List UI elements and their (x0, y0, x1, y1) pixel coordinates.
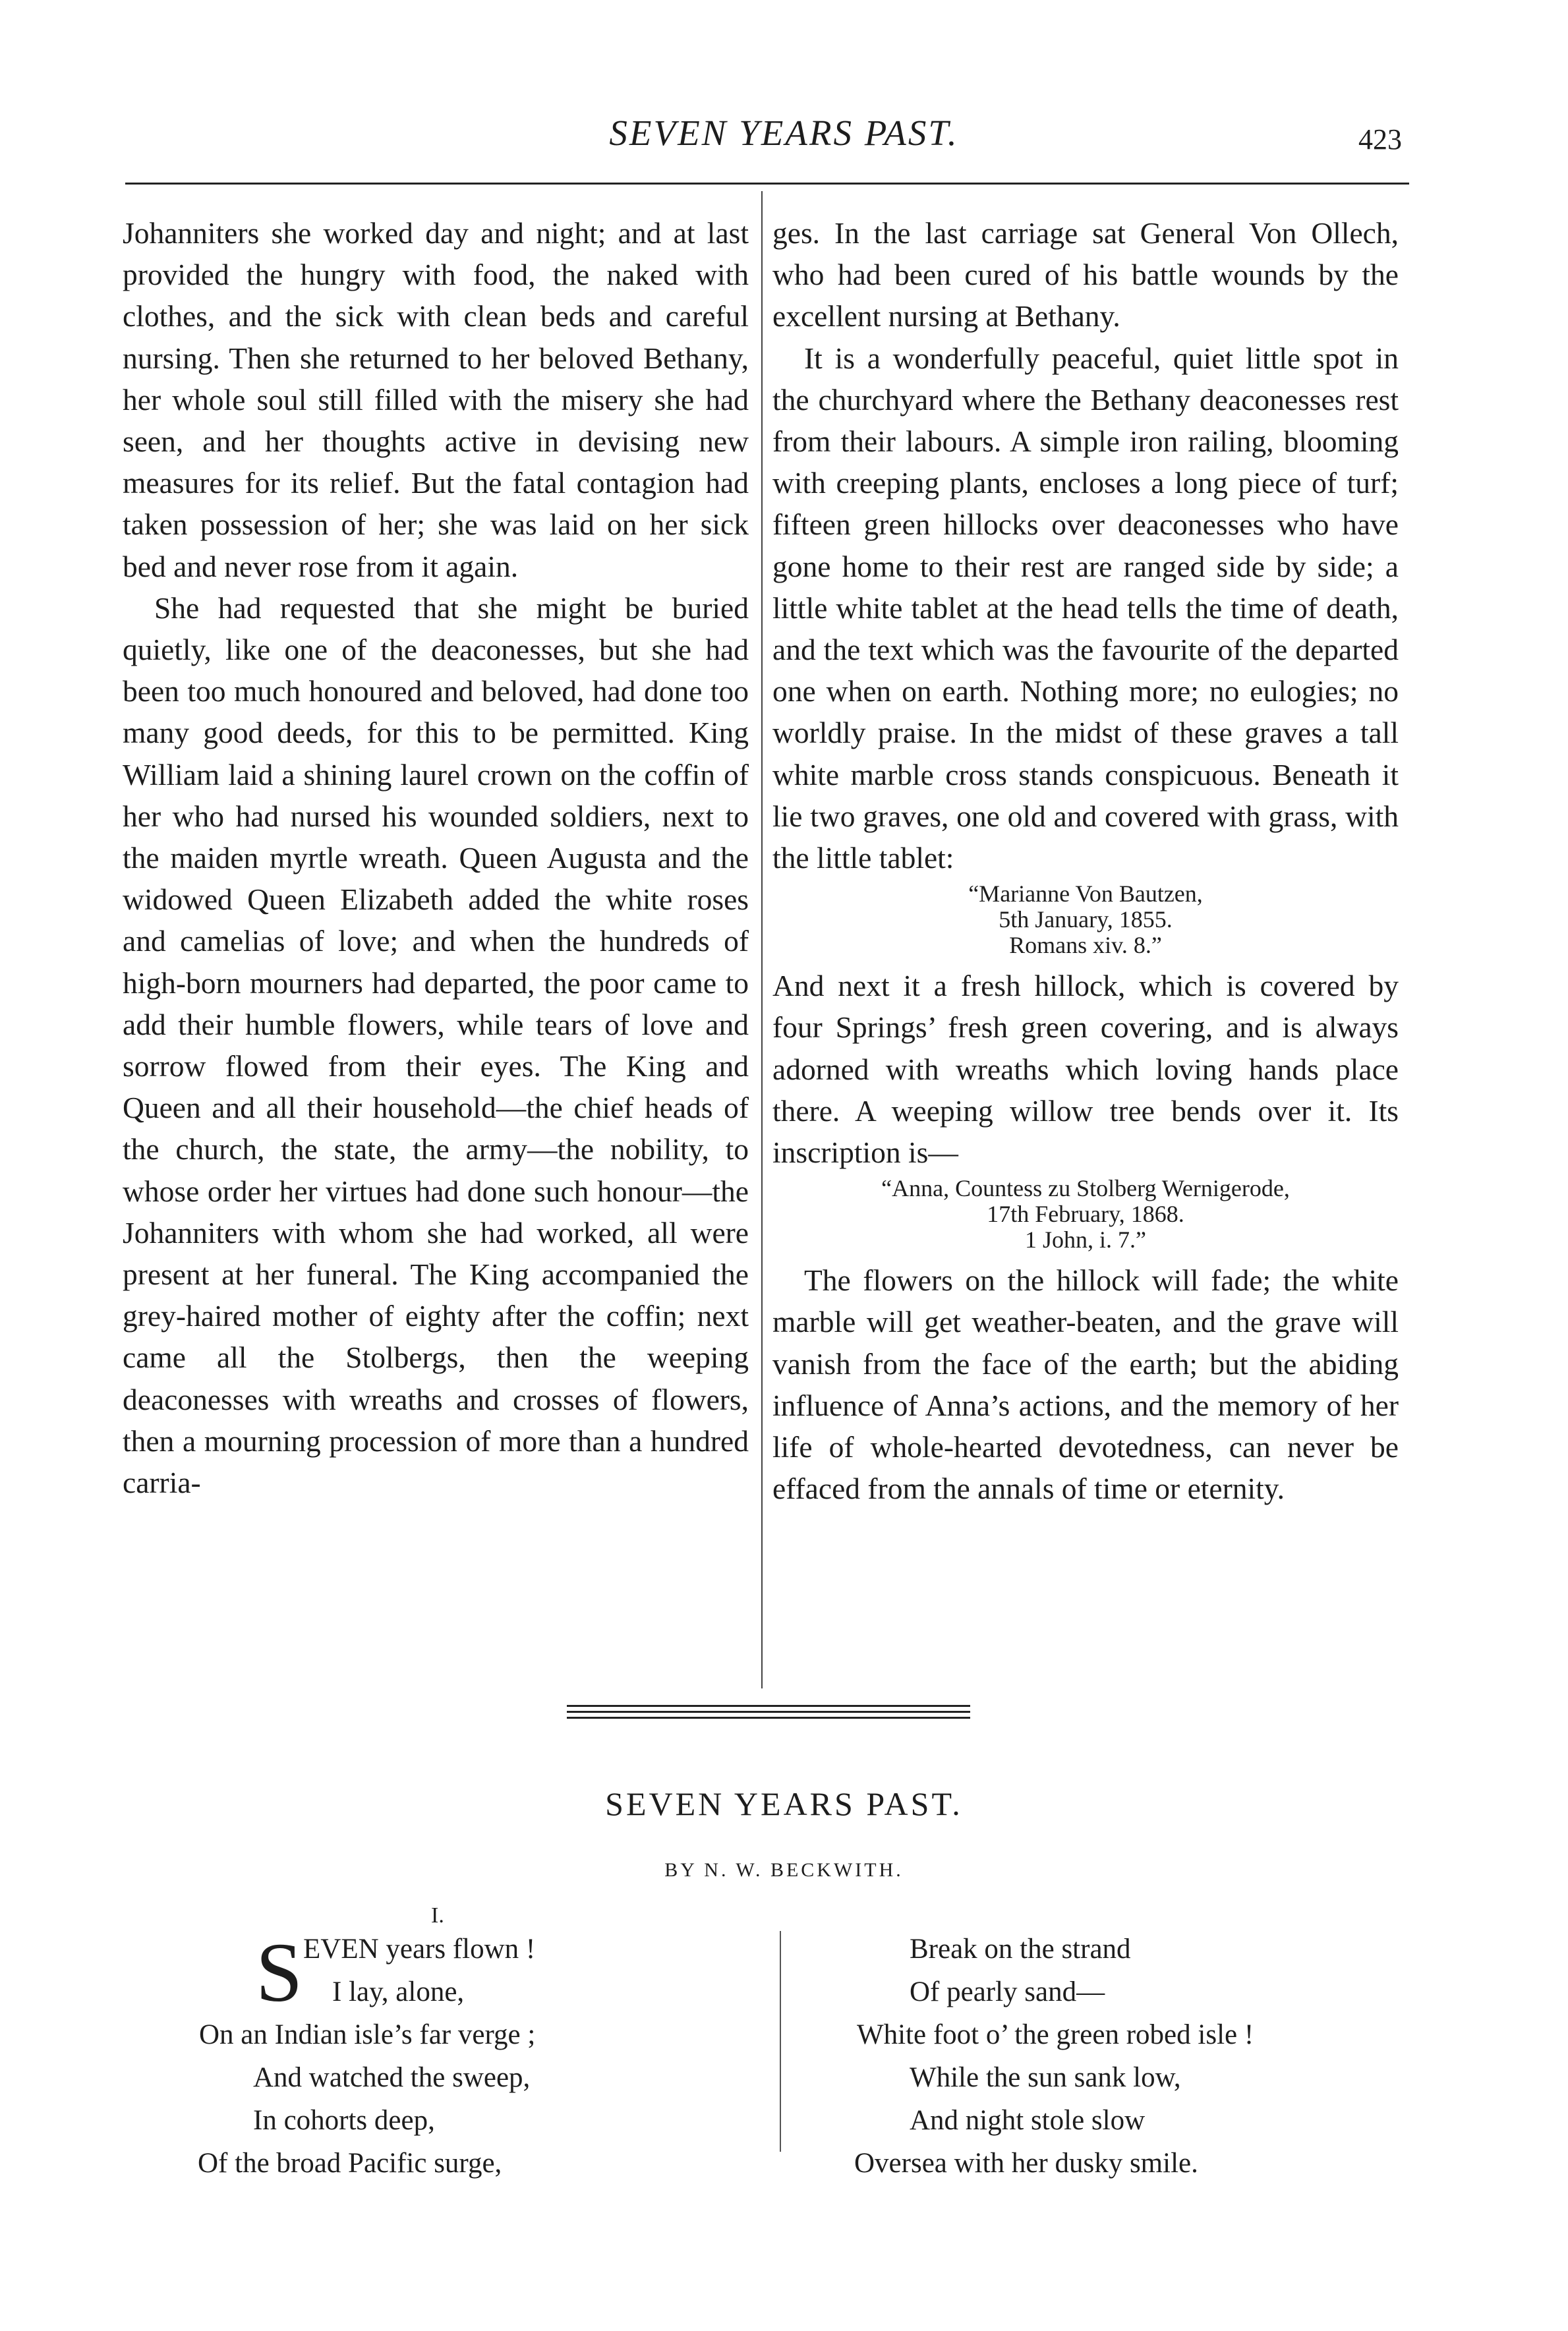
section-break-rule (567, 1717, 970, 1719)
poem-line: Break on the strand (910, 1934, 1131, 1965)
stanza-number: I. (431, 1903, 444, 1928)
poem-line: EVEN years flown ! (303, 1934, 536, 1965)
poem-line: Of pearly sand— (910, 1976, 1105, 2007)
paragraph-right-1: ges. In the last carriage sat General Von Ollech, who had been cured of his battle wounds by the excellent nursing at Bethany. (772, 216, 1399, 333)
right-column (772, 212, 1399, 1509)
poem-line: And night stole slow (910, 2105, 1146, 2136)
paragraph-left-1: Johanniters she worked day and night; and at last provided the hungry with food, the naked with clothes, and the sick with clean beds and careful nursing. Then she returned to her beloved Bethany, her whole soul still filled with the misery she had seen, and her thoughts active in devising new measures for its relief. But the fatal contagion had taken possession of her; she was laid on her sick bed and never rose from it again. (123, 216, 749, 583)
poem-line: On an Indian isle’s far verge ; (199, 2019, 536, 2050)
drop-cap: S (256, 1926, 303, 2019)
poem-line: I lay, alone, (332, 1976, 465, 2007)
epitaph-marianne (772, 881, 1399, 958)
page-number: 423 (1358, 123, 1402, 156)
section-break-rule (567, 1711, 970, 1713)
paragraph-right-2: It is a wonderfully peaceful, quiet little spot in the churchyard where the Bethany deaconesses rest from their labours. A simple iron railing, blooming with creeping plants, encloses a long piece of turf; fifteen green hillocks over deaconesses who have gone home to their rest are ranged side by side; a little white tablet at the head tells the time of death, and the text which was the favourite of the departed one when on earth. Nothing more; no eulogies; no worldly praise. In the midst of these graves a tall white marble cross stands conspicuous. Beneath it lie two graves, one old and covered with grass, with the little tablet: (772, 341, 1399, 875)
section-break-rule (567, 1705, 970, 1707)
poem-title: SEVEN YEARS PAST. (605, 1785, 963, 1822)
paragraph-right-3: And next it a fresh hillock, which is covered by four Springs’ fresh green covering, and is always adorned with wreaths which loving hands place there. A weeping willow tree bends over it. Its inscription is— (772, 969, 1399, 1170)
poem-line: White foot o’ the green robed isle ! (857, 2019, 1254, 2050)
poem-line: And watched the sweep, (253, 2062, 531, 2093)
epitaph-line: 17th February, 1868. (987, 1201, 1184, 1228)
left-column (123, 212, 749, 1503)
paragraph-left-2: She had requested that she might be buried quietly, like one of the deaconesses, but she had been too much honoured and beloved, had done too many good deeds, for this to be permitted. King William laid a shining laurel crown on the coffin of her who had nursed his wounded soldiers, next to the maiden myrtle wreath. Queen Augusta and the widowed Queen Elizabeth added the white roses and camelias of love; and when the hundreds of high-born mourners had departed, the poor came to add their humble flowers, while tears of love and sorrow flowed from their eyes. The King and Queen and all their household—the chief heads of the church, the state, the army—the nobility, to whose order her virtues had done such honour—the Johanniters with whom she had worked, all were present at her funeral. The King accompanied the grey-haired mother of eighty after the coffin; next came all the Stolbergs, then the weeping deaconesses with wreaths and crosses of flowers, then a mourning procession of more than a hundred carria- (123, 590, 749, 1500)
header-rule (125, 183, 1409, 185)
running-title: SEVEN YEARS PAST. (609, 113, 959, 153)
poem-line: Oversea with her dusky smile. (854, 2148, 1198, 2179)
poem-byline: BY N. W. BECKWITH. (664, 1859, 904, 1881)
column-divider (761, 191, 763, 1688)
poem-line: In cohorts deep, (253, 2105, 435, 2136)
paragraph-right-4: The flowers on the hillock will fade; the white marble will get weather-beaten, and the grave will vanish from the face of the earth; but the abiding influence of Anna’s actions, and the memory of her life of whole-hearted devotedness, can never be effaced from the annals of time or eternity. (772, 1263, 1399, 1506)
poem-left-column (185, 1928, 620, 2185)
poem-column-divider (780, 1931, 781, 2152)
epitaph-line: 5th January, 1855. (999, 906, 1173, 933)
epitaph-line: Romans xiv. 8.” (1009, 932, 1162, 959)
epitaph-line: “Anna, Countess zu Stolberg Wernigerode, (881, 1175, 1290, 1202)
epitaph-line: 1 John, i. 7.” (1025, 1226, 1146, 1253)
poem-line: While the sun sank low, (910, 2062, 1181, 2093)
epitaph-line: “Marianne Von Bautzen, (968, 880, 1203, 907)
poem-line: Of the broad Pacific surge, (198, 2148, 502, 2179)
epitaph-anna (772, 1176, 1399, 1253)
poem-right-column (804, 1928, 1397, 2185)
